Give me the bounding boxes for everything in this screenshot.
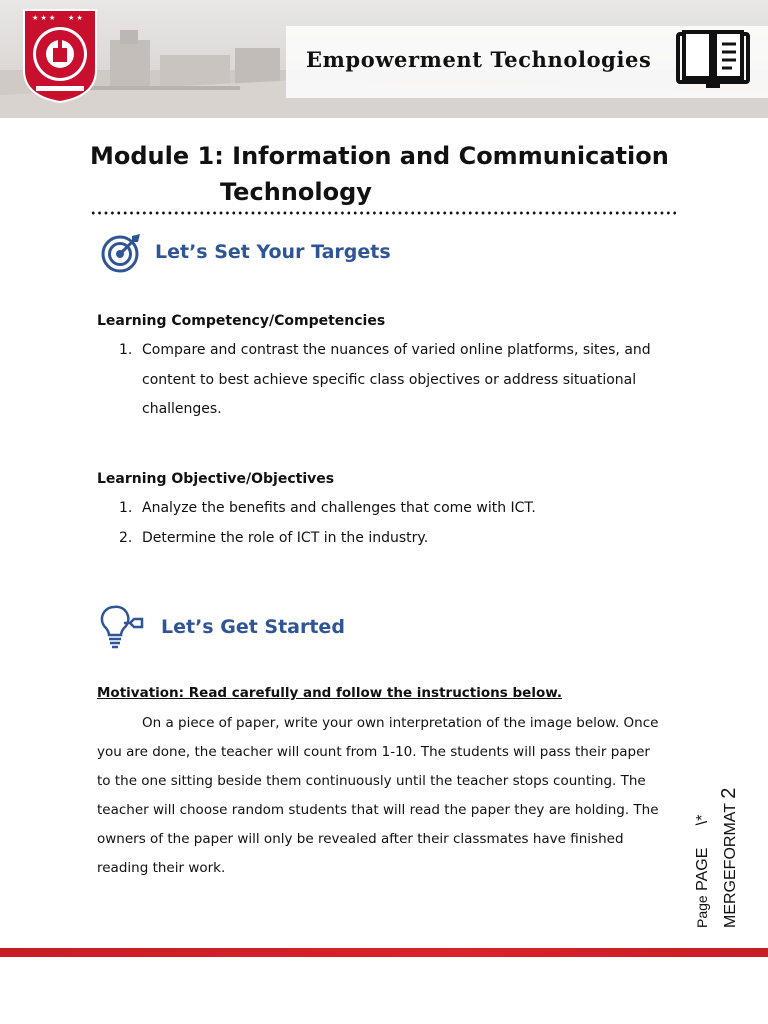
header-banner [0,0,768,118]
list-number: 1. [119,500,133,516]
list-item [97,494,662,524]
page-field-switch: \* [694,814,711,826]
course-title: Empowerment Technologies [306,47,652,72]
competency-list [97,336,662,425]
competency-heading: Learning Competency/Competencies [97,313,386,329]
list-number: 1. [119,342,133,358]
motivation-label: Motivation: Read carefully and follow the instructions below. [97,685,562,701]
objective-list [97,494,662,553]
svg-text:★ ★: ★ ★ [68,14,83,22]
dotted-divider [90,210,676,216]
book-icon [676,30,750,90]
footer-red-line [0,948,768,957]
page-field-format: MERGEFORMAT [722,803,739,928]
list-text: Analyze the benefits and challenges that come with ICT. [142,500,536,516]
list-text: Compare and contrast the nuances of varied online platforms, sites, and content to best achieve specific class objectives or address situational challenges. [142,342,651,417]
page-number-field [694,788,741,928]
list-number: 2. [119,529,133,546]
module-title [90,138,670,210]
lightbulb-icon [100,604,146,650]
motivation-paragraph: On a piece of paper, write your own interpretation of the image below. Once you are done, the teacher will count from 1-10. The students will pass their paper to the one sitting beside them continuously until the teacher stops counting. The teacher will choose random students that will read the paper they are holding. The owners of the paper will only be revealed after their classmates have finished reading their work. [97,715,659,876]
list-text: Determine the role of ICT in the industry. [142,529,429,546]
page-number: 2 [718,787,740,799]
page-field-code: PAGE [694,847,711,891]
target-icon [100,232,142,274]
svg-text:★ ★ ★: ★ ★ ★ [32,14,56,22]
module-title-line2: Technology [220,178,372,206]
college-logo [22,8,98,104]
module-title-line1: Module 1: Information and Communication [90,142,669,170]
list-item [97,336,662,425]
section-heading-started: Let’s Get Started [161,616,345,638]
list-item [97,524,662,554]
objective-heading: Learning Objective/Objectives [97,471,335,487]
page-word: Page [694,895,710,928]
section-heading-targets: Let’s Set Your Targets [155,241,391,263]
